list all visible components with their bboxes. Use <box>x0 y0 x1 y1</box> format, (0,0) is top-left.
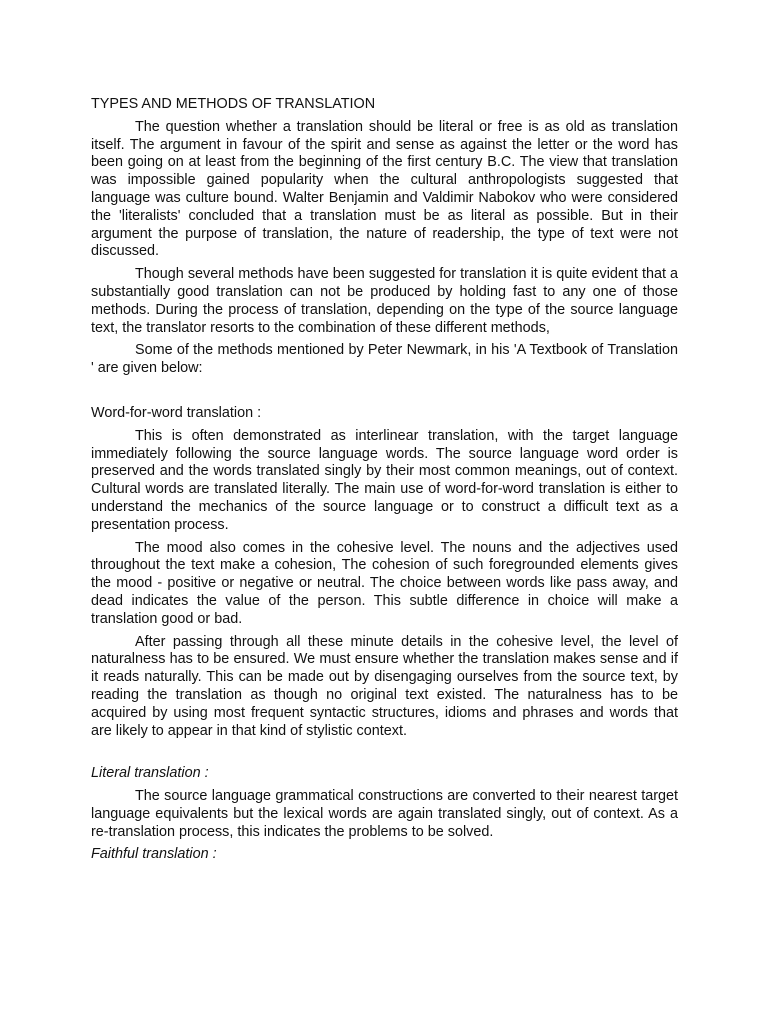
spacer <box>91 745 678 765</box>
section-heading-literal: Literal translation : <box>91 765 209 782</box>
word-for-word-paragraph-3: After passing through all these minute details in the cohesive level, the level of naturalness has to be ensured. We must ensure whether the translation makes sense and if it reads naturally. This can be made out by disengaging ourselves from the source text, by reading the translation as though no original text existed. The naturalness has to be acquired by using most frequent syntactic structures, idioms and phrases and words that are likely to appear in that kind of stylistic context. <box>91 633 678 739</box>
document-title: TYPES AND METHODS OF TRANSLATION <box>91 96 376 112</box>
document-page <box>91 96 678 869</box>
intro-paragraph-3: Some of the methods mentioned by Peter Newmark, in his 'A Textbook of Translation ' are given below: <box>91 342 678 377</box>
spacer <box>91 383 678 405</box>
word-for-word-paragraph-1: This is often demonstrated as interlinear translation, with the target language immediately following the source language words. The source language word order is preserved and the words translated singly by their most common meanings, out of context. Cultural words are translated literally. The main use of word-for-word translation is either to understand the mechanics of the source language or to construct a difficult text as a presentation process. <box>91 427 678 533</box>
intro-paragraph-1: The question whether a translation should be literal or free is as old as translation itself. The argument in favour of the spirit and sense as against the letter or the word has been going on at least from the beginning of the first century B.C. The view that translation was impossible gained popularity when the cultural anthropologists suggested that language was culture bound. Walter Benjamin and Valdimir Nabokov who were considered the 'literalists' concluded that a translation must be as literal as possible. But in their argument the purpose of translation, the nature of readership, the type of text were not discussed. <box>91 118 678 260</box>
literal-paragraph-1: The source language grammatical constructions are converted to their nearest target language equivalents but the lexical words are again translated singly, out of context. As a re-translation process, this indicates the problems to be solved. <box>91 788 678 840</box>
section-heading-faithful: Faithful translation : <box>91 846 217 863</box>
intro-paragraph-2: Though several methods have been suggested for translation it is quite evident that a substantially good translation can not be produced by holding fast to any one of those methods. During the process of translation, depending on the type of the source language text, the translator resorts to the combination of these different methods, <box>91 266 678 336</box>
section-heading-word-for-word: Word-for-word translation : <box>91 404 262 421</box>
word-for-word-paragraph-2: The mood also comes in the cohesive level. The nouns and the adjectives used throughout the text make a cohesion, The cohesion of such foregrounded elements gives the mood - positive or negative or neutral. The choice between words like pass away, and dead indicates the value of the person. This subtle difference in choice will make a translation good or bad. <box>91 539 678 627</box>
